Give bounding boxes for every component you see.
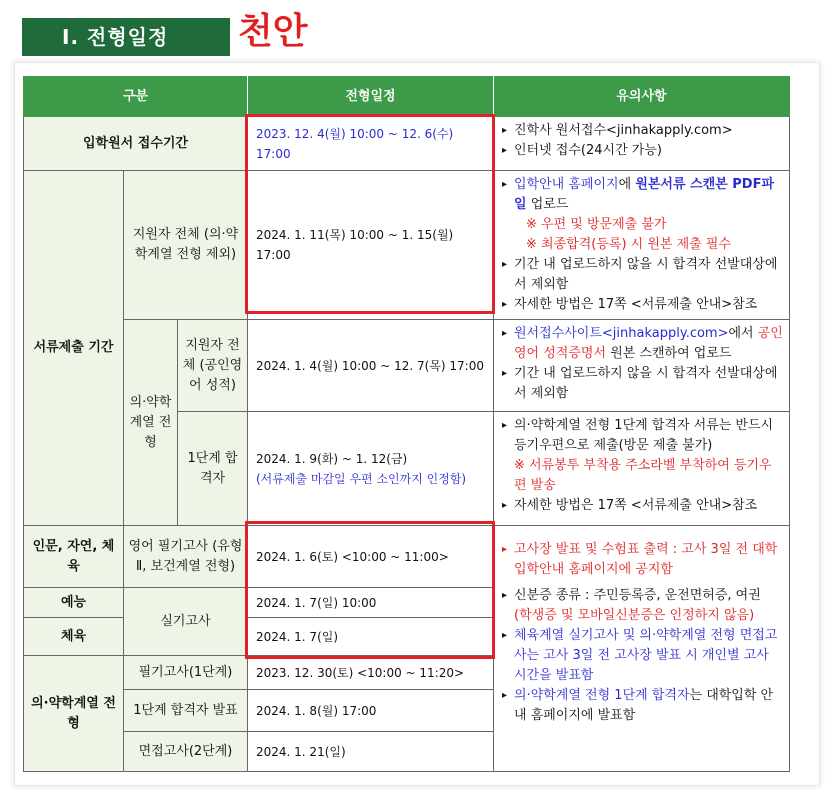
header-schedule: 전형일정	[248, 77, 494, 117]
row-apply-category: 입학원서 접수기간	[24, 117, 248, 171]
exam-note-4	[502, 626, 783, 686]
row-arts-date: 2024. 1. 7(일) 10:00	[248, 588, 494, 618]
docs-all-note-1	[502, 175, 783, 215]
row-docs-med-stage1-notes	[494, 412, 790, 526]
row-docs-med-stage1-date	[248, 412, 494, 526]
row-med-stage1-date: 2024. 1. 8(월) 17:00	[248, 690, 494, 732]
exam-note-3: (학생증 및 모바일신분증은 인정하지 않음)	[514, 608, 755, 623]
med-stage1-date-line: 2024. 1. 9(화) ~ 1. 12(금)	[256, 451, 408, 466]
row-docs-category: 서류제출 기간	[24, 171, 124, 526]
exam-note-2: ▸ 신분증 종류 : 주민등록증, 운전면허증, 여권	[502, 586, 783, 606]
docs-all-note-1b: 에	[618, 177, 632, 192]
row-docs-all-notes	[494, 171, 790, 320]
header-category: 구분	[24, 77, 248, 117]
med-eng-note-2: ▸ 기간 내 업로드하지 않을 시 합격자 선발대상에서 제외함	[502, 364, 783, 404]
schedule-table	[23, 76, 790, 772]
row-humanities-date: 2024. 1. 6(토) <10:00 ~ 11:00>	[248, 526, 494, 588]
docs-all-note-2: ※ 우편 및 방문제출 불가	[526, 217, 667, 232]
row-arts-category: 예능	[24, 588, 124, 618]
row-docs-med-group: 의·약학 계열 전형	[124, 320, 178, 526]
row-humanities-category: 인문, 자연, 체육	[24, 526, 124, 588]
med-eng-note-1	[502, 324, 783, 364]
exam-note-4-text: 체육계열 실기고사 및 의·약학계열 전형 면접고사는 고사 3일 전 고사장 발표 시 개인별 고사 시간을 발표함	[514, 628, 778, 683]
exam-note-5	[502, 686, 783, 726]
med-eng-note-1b: 에서	[728, 326, 754, 341]
row-docs-med-stage1-sub: 1단계 합격자	[178, 412, 248, 526]
row-pe-category: 체육	[24, 618, 124, 656]
docs-all-note-3: ※ 최종합격(등록) 시 원본 제출 필수	[526, 237, 731, 252]
row-docs-all-date: 2024. 1. 11(목) 10:00 ~ 1. 15(월) 17:00	[248, 171, 494, 320]
row-med-stage1-sub: 1단계 합격자 발표	[124, 690, 248, 732]
row-med-written-sub: 필기고사(1단계)	[124, 656, 248, 690]
row-exam-notes	[494, 526, 790, 772]
campus-label: 천안	[238, 11, 308, 52]
exam-note-1: ▸ 고사장 발표 및 수험표 출력 : 고사 3일 전 대학 입학안내 홈페이지에 공지함	[502, 540, 783, 580]
docs-all-note-4: ▸ 기간 내 업로드하지 않을 시 합격자 선발대상에서 제외함	[502, 255, 783, 295]
row-apply-date: 2023. 12. 4(월) 10:00 ~ 12. 6(수) 17:00	[248, 117, 494, 171]
docs-all-note-5: ▸ 자세한 방법은 17쪽 <서류제출 안내>참조	[502, 295, 783, 315]
med-eng-note-1d: 원본 스캔하여 업로드	[610, 346, 732, 361]
med-stage1-note-2: ※ 서류봉투 부착용 주소라벨 부착하여 등기우편 발송	[514, 458, 772, 493]
med-stage1-note-3: ▸ 자세한 방법은 17쪽 <서류제출 안내>참조	[502, 496, 783, 516]
apply-note-1: ▸ 진학사 원서접수<jinhakapply.com>	[502, 121, 783, 141]
row-docs-all-sub: 지원자 전체 (의·약학계열 전형 제외)	[124, 171, 248, 320]
row-docs-med-eng-date: 2024. 1. 4(월) 10:00 ~ 12. 7(목) 17:00	[248, 320, 494, 412]
apply-note-2: ▸ 인터넷 접수(24시간 가능)	[502, 141, 783, 161]
docs-all-note-1d: 업로드	[530, 197, 569, 212]
row-practical-sub: 실기고사	[124, 588, 248, 656]
row-docs-med-eng-sub: 지원자 전체 (공인영어 성적)	[178, 320, 248, 412]
docs-all-note-1c: 원본서류 스캔본 PDF파일	[514, 177, 775, 212]
header-notes: 유의사항	[494, 77, 790, 117]
exam-note-5a: 의·약학계열 전형 1단계 합격자	[514, 688, 690, 703]
med-eng-note-1c: 공인영어 성적증명서	[514, 326, 783, 361]
row-med-written-date: 2023. 12. 30(토) <10:00 ~ 11:20>	[248, 656, 494, 690]
row-med-interview-date: 2024. 1. 21(일)	[248, 732, 494, 772]
exam-note-5b: 는 대학입학 안내 홈페이지에 발표함	[514, 688, 774, 723]
row-apply-notes	[494, 117, 790, 171]
row-docs-med-eng-notes	[494, 320, 790, 412]
row-pe-date: 2024. 1. 7(일)	[248, 618, 494, 656]
med-stage1-note-1: ▸ 의·약학계열 전형 1단계 합격자 서류는 반드시 등기우편으로 제출(방문 제출 불가)	[502, 416, 783, 456]
section-title: Ⅰ. 전형일정	[22, 18, 230, 56]
row-humanities-sub: 영어 필기고사 (유형 Ⅱ, 보건계열 전형)	[124, 526, 248, 588]
homepage-link[interactable]: 입학안내 홈페이지	[514, 177, 619, 192]
row-med-category: 의·약학계열 전형	[24, 656, 124, 772]
jinhak-link[interactable]: 원서접수사이트<jinhakapply.com>	[514, 326, 729, 341]
med-stage1-date-note: (서류제출 마감일 우편 소인까지 인정함)	[256, 471, 467, 486]
row-med-interview-sub: 면접고사(2단계)	[124, 732, 248, 772]
